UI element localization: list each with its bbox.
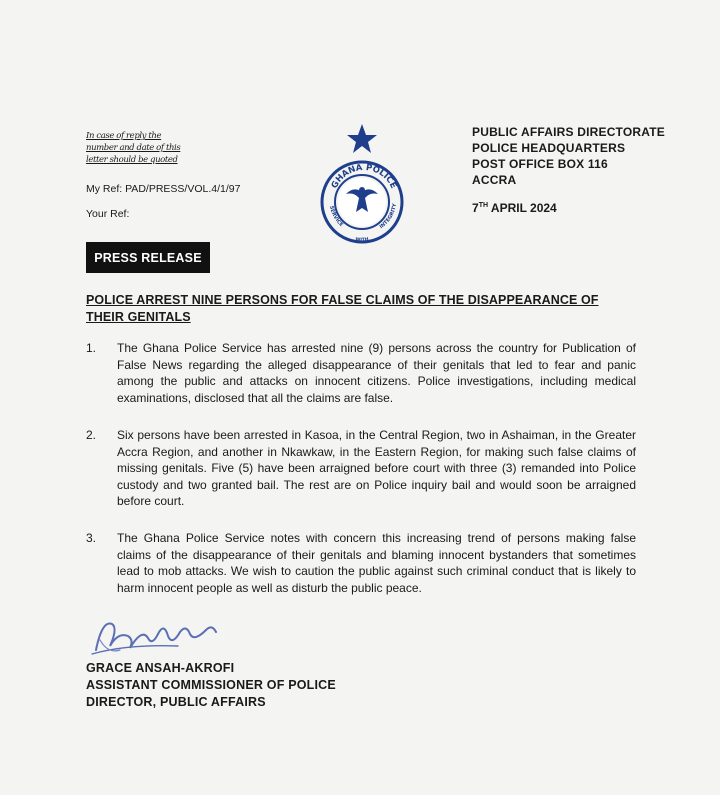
address-line: ACCRA [472, 173, 517, 187]
reply-note-line: letter should be quoted [86, 155, 178, 165]
paragraph-text: The Ghana Police Service has arrested nine (9) persons across the country for Publication of False News regarding the alleged disappearance of their genitals that led to fear and panic among the public and attacks on innocent citizens. Police investigations, including medical examinations, disclosed that all the claims are false. [117, 341, 636, 405]
crest-star-icon [347, 124, 377, 153]
signatory-title: DIRECTOR, PUBLIC AFFAIRS [86, 695, 266, 709]
signatory-block [86, 660, 336, 711]
headline: POLICE ARREST NINE PERSONS FOR FALSE CLAIMS OF THE DISAPPEARANCE OF THEIR GENITALS [86, 293, 599, 324]
paragraph-number: 1. [86, 341, 97, 355]
paragraph [86, 340, 646, 406]
release-date [472, 201, 557, 215]
date-month-year: APRIL 2024 [488, 201, 557, 215]
press-release-label: PRESS RELEASE [86, 242, 210, 273]
crest-top-text: GHANA POLICE [329, 162, 399, 191]
svg-text:WITH [355, 236, 369, 243]
address-line: PUBLIC AFFAIRS DIRECTORATE [472, 125, 665, 139]
crest-right-text: INTEGRITY [378, 203, 399, 231]
my-reference: My Ref: PAD/PRESS/VOL.4/1/97 [86, 183, 241, 195]
paragraph-number: 3. [86, 531, 97, 545]
crest-left-text: SERVICE [328, 205, 345, 229]
your-reference: Your Ref: [86, 208, 130, 220]
reply-note-line: In case of reply the [86, 131, 162, 141]
handwritten-signature-icon [88, 610, 228, 660]
reply-instruction-note [86, 130, 196, 166]
address-block [472, 124, 665, 188]
crest-bottom-text: WITH [355, 237, 370, 244]
date-day: 7 [472, 201, 479, 215]
date-suffix: TH [478, 202, 489, 209]
paragraph-text: Six persons have been arrested in Kasoa, in the Central Region, two in Ashaiman, in the Greater Accra Region, and another in Nkawkaw, in the Eastern Region, for making such false claims of missing genitals. Five (5) have been arraigned before court with three (3) remanded into Police custody and two granted bail. The rest are on Police inquiry bail and would soon be arraigned before court. [117, 428, 636, 508]
signatory-name: GRACE ANSAH-AKROFI [86, 661, 235, 675]
paragraph [86, 427, 646, 510]
ghana-police-crest-icon [310, 122, 414, 246]
paragraph-text: The Ghana Police Service notes with concern this increasing trend of persons making false claims of the disappearance of their genitals and blaming innocent bystanders that sometimes lead to mob attacks. We wish to caution the public against such criminal conduct that is likely to harm innocent people as well as disturb the public peace. [117, 531, 636, 595]
paragraph [86, 530, 646, 596]
reply-note-line: number and date of this [86, 143, 181, 153]
signatory-rank: ASSISTANT COMMISSIONER OF POLICE [86, 678, 336, 692]
address-line: POST OFFICE BOX 116 [472, 157, 608, 171]
paragraph-number: 2. [86, 428, 97, 442]
address-line: POLICE HEADQUARTERS [472, 141, 626, 155]
